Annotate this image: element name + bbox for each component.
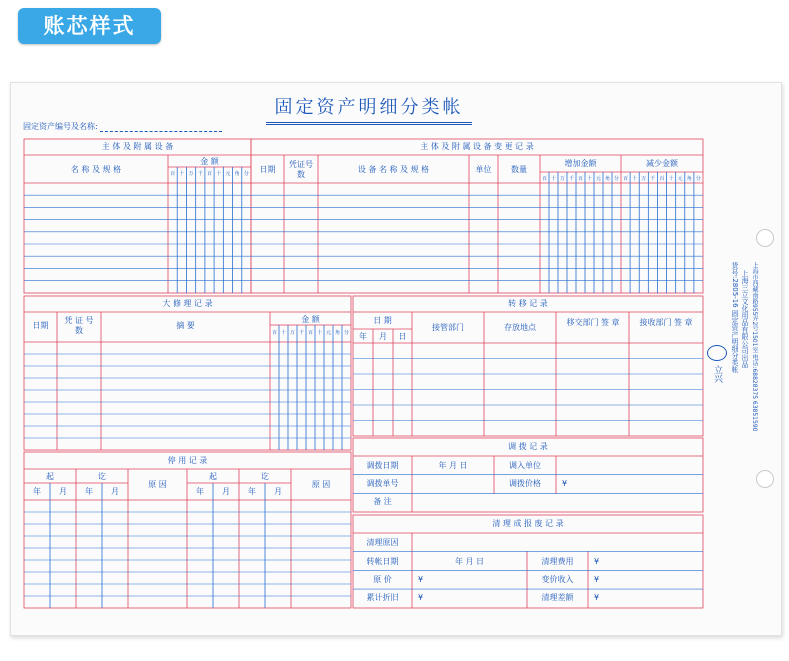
s7-dep-yuan: ¥ — [418, 593, 424, 602]
s3-summary-header: 摘 要 — [176, 321, 195, 330]
s1-digit-label: 万 — [188, 171, 194, 177]
s3-digit-label: 万 — [289, 330, 295, 336]
s7-reason-label: 清理原因 — [366, 538, 399, 547]
s4-receive-dept-header: 接管部门 — [432, 323, 464, 332]
s1-digit-label: 元 — [225, 171, 231, 177]
asset-id-label: 固定资产编号及名称: — [23, 121, 222, 132]
s6-heading: 调 拨 记 录 — [508, 442, 548, 451]
s2-decrease-digit-label: 十 — [668, 176, 674, 182]
s3-digit-label: 百 — [307, 330, 313, 336]
s6-no-label: 调拨单号 — [366, 479, 399, 488]
s7-fee-yuan: ¥ — [594, 557, 600, 566]
s3-digit-label: 元 — [325, 330, 331, 336]
s2-decrease-digit-label: 百 — [623, 176, 629, 182]
s2-decrease-digit-label: 十 — [632, 176, 638, 182]
s5-month-1: 月 — [59, 487, 67, 496]
s3-digit-label: 角 — [334, 330, 340, 336]
s1-digit-label: 十 — [216, 171, 222, 177]
s1-digit-label: 分 — [243, 171, 249, 177]
s5-month-3: 月 — [222, 487, 230, 496]
s3-heading: 大 修 理 记 录 — [162, 299, 213, 308]
s5-month-2: 月 — [111, 487, 119, 496]
s2-qty-header: 数量 — [511, 165, 527, 174]
style-badge: 账芯样式 — [18, 8, 161, 44]
s5-start-header-1: 起 — [46, 472, 54, 481]
publisher-address: 上海市西藏南路955弄2号1501室 电话:68828375 63851590 — [751, 262, 758, 432]
s4-date-header: 日 期 — [373, 316, 392, 325]
s7-dep-label: 累计折旧 — [366, 593, 399, 602]
s2-decrease-digit-label: 元 — [677, 176, 683, 182]
s4-heading: 转 移 记 录 — [508, 299, 548, 308]
s6-remark-label: 备 注 — [373, 497, 392, 506]
s1-digit-label: 千 — [197, 171, 203, 177]
s1-digit-label: 角 — [234, 171, 240, 177]
s5-end-header-1: 讫 — [98, 472, 106, 481]
s5-year-3: 年 — [196, 487, 204, 496]
publisher-brand: 立兴 — [712, 365, 722, 383]
s6-price-label: 调拨价格 — [509, 479, 541, 488]
s4-day-header: 日 — [398, 332, 407, 341]
s2-decrease-digit-label: 角 — [686, 176, 692, 182]
s3-digit-label: 十 — [316, 330, 322, 336]
s2-increase-digit-label: 十 — [586, 176, 592, 182]
s5-start-header-2: 起 — [209, 472, 217, 481]
s6-unit-label: 调入单位 — [509, 461, 541, 470]
s2-decrease-digit-label: 百 — [659, 176, 665, 182]
s5-month-4: 月 — [274, 487, 282, 496]
s2-voucher-header: 凭证号数 — [289, 160, 313, 179]
s4-month-header: 月 — [379, 332, 387, 341]
s1-name-spec-header: 名 称 及 规 格 — [70, 165, 122, 174]
s2-increase-digit-label: 分 — [613, 176, 619, 182]
s4-transfer-sign-header: 移交部门 签 章 — [566, 318, 620, 327]
s7-orig-label: 原 价 — [373, 575, 392, 584]
s4-year-header: 年 — [359, 332, 367, 341]
s2-increase-digit-label: 元 — [595, 176, 601, 182]
s2-decrease-digit-label: 万 — [641, 176, 647, 182]
s2-increase-digit-label: 万 — [559, 176, 565, 182]
s6-price-yuan: ¥ — [562, 479, 568, 488]
s2-device-name-header: 设 备 名 称 及 规 格 — [357, 165, 430, 174]
s5-end-header-2: 讫 — [261, 472, 269, 481]
s3-digit-label: 百 — [271, 330, 277, 336]
s2-unit-header: 单位 — [475, 165, 492, 174]
s5-year-1: 年 — [33, 487, 41, 496]
s7-transfer-date-value: 年 月 日 — [454, 557, 485, 566]
s2-increase-digit-label: 百 — [541, 176, 547, 182]
s7-diff-label: 清理差额 — [541, 593, 574, 602]
s2-increase-digit-label: 角 — [604, 176, 610, 182]
s7-income-label: 变价收入 — [541, 575, 574, 584]
s2-heading: 主 体 及 附 属 设 备 变 更 记 录 — [420, 142, 534, 151]
s7-fee-label: 清理费用 — [541, 557, 574, 566]
s6-date-label: 调拨日期 — [366, 461, 399, 470]
publisher-company: 上海三立文化用品有限公司出品 — [741, 270, 749, 368]
s1-heading: 主 体 及 附 属 设 备 — [101, 142, 174, 151]
publisher-model: 货号:2805-16 固定资产明细分类帐 — [731, 262, 739, 373]
s1-digit-label: 百 — [206, 171, 212, 177]
s1-digit-label: 百 — [170, 171, 176, 177]
s5-heading: 停 用 记 录 — [167, 456, 208, 465]
s4-location-header: 存放地点 — [504, 323, 536, 332]
s6-date-value: 年 月 日 — [438, 461, 468, 470]
s2-decrease-digit-label: 分 — [695, 176, 701, 182]
publisher-logo — [707, 345, 727, 361]
s1-digit-label: 十 — [179, 171, 185, 177]
s2-increase-digit-label: 千 — [568, 176, 574, 182]
s7-income-yuan: ¥ — [594, 575, 600, 584]
s7-transfer-date-label: 转帐日期 — [366, 557, 399, 566]
s2-decrease-header: 减少金额 — [646, 159, 678, 168]
s2-increase-header: 增加金额 — [564, 159, 597, 168]
s3-digit-label: 分 — [343, 330, 349, 336]
s7-orig-yuan: ¥ — [418, 575, 424, 584]
s3-digit-label: 十 — [280, 330, 286, 336]
s2-increase-digit-label: 十 — [550, 176, 556, 182]
s2-date-header: 日期 — [259, 165, 276, 174]
s3-date-header: 日期 — [32, 321, 49, 330]
s5-reason-header-1: 原 因 — [148, 480, 167, 489]
s2-increase-digit-label: 百 — [577, 176, 583, 182]
s5-reason-header-2: 原 因 — [311, 480, 331, 489]
s1-amount-header: 金 额 — [200, 157, 219, 166]
s3-voucher-header: 凭 证 号 数 — [64, 316, 94, 335]
s7-heading: 清 理 成 报 废 记 录 — [492, 519, 564, 528]
s3-amount-header: 金 额 — [301, 315, 320, 324]
s4-accept-sign-header: 接收部门 签 章 — [639, 318, 693, 327]
s3-digit-label: 千 — [298, 330, 304, 336]
s2-decrease-digit-label: 千 — [650, 176, 656, 182]
s5-year-2: 年 — [85, 487, 93, 496]
s7-diff-yuan: ¥ — [594, 593, 600, 602]
ledger-title: 固定资产明细分类帐 — [266, 96, 472, 125]
s5-year-4: 年 — [248, 487, 256, 496]
